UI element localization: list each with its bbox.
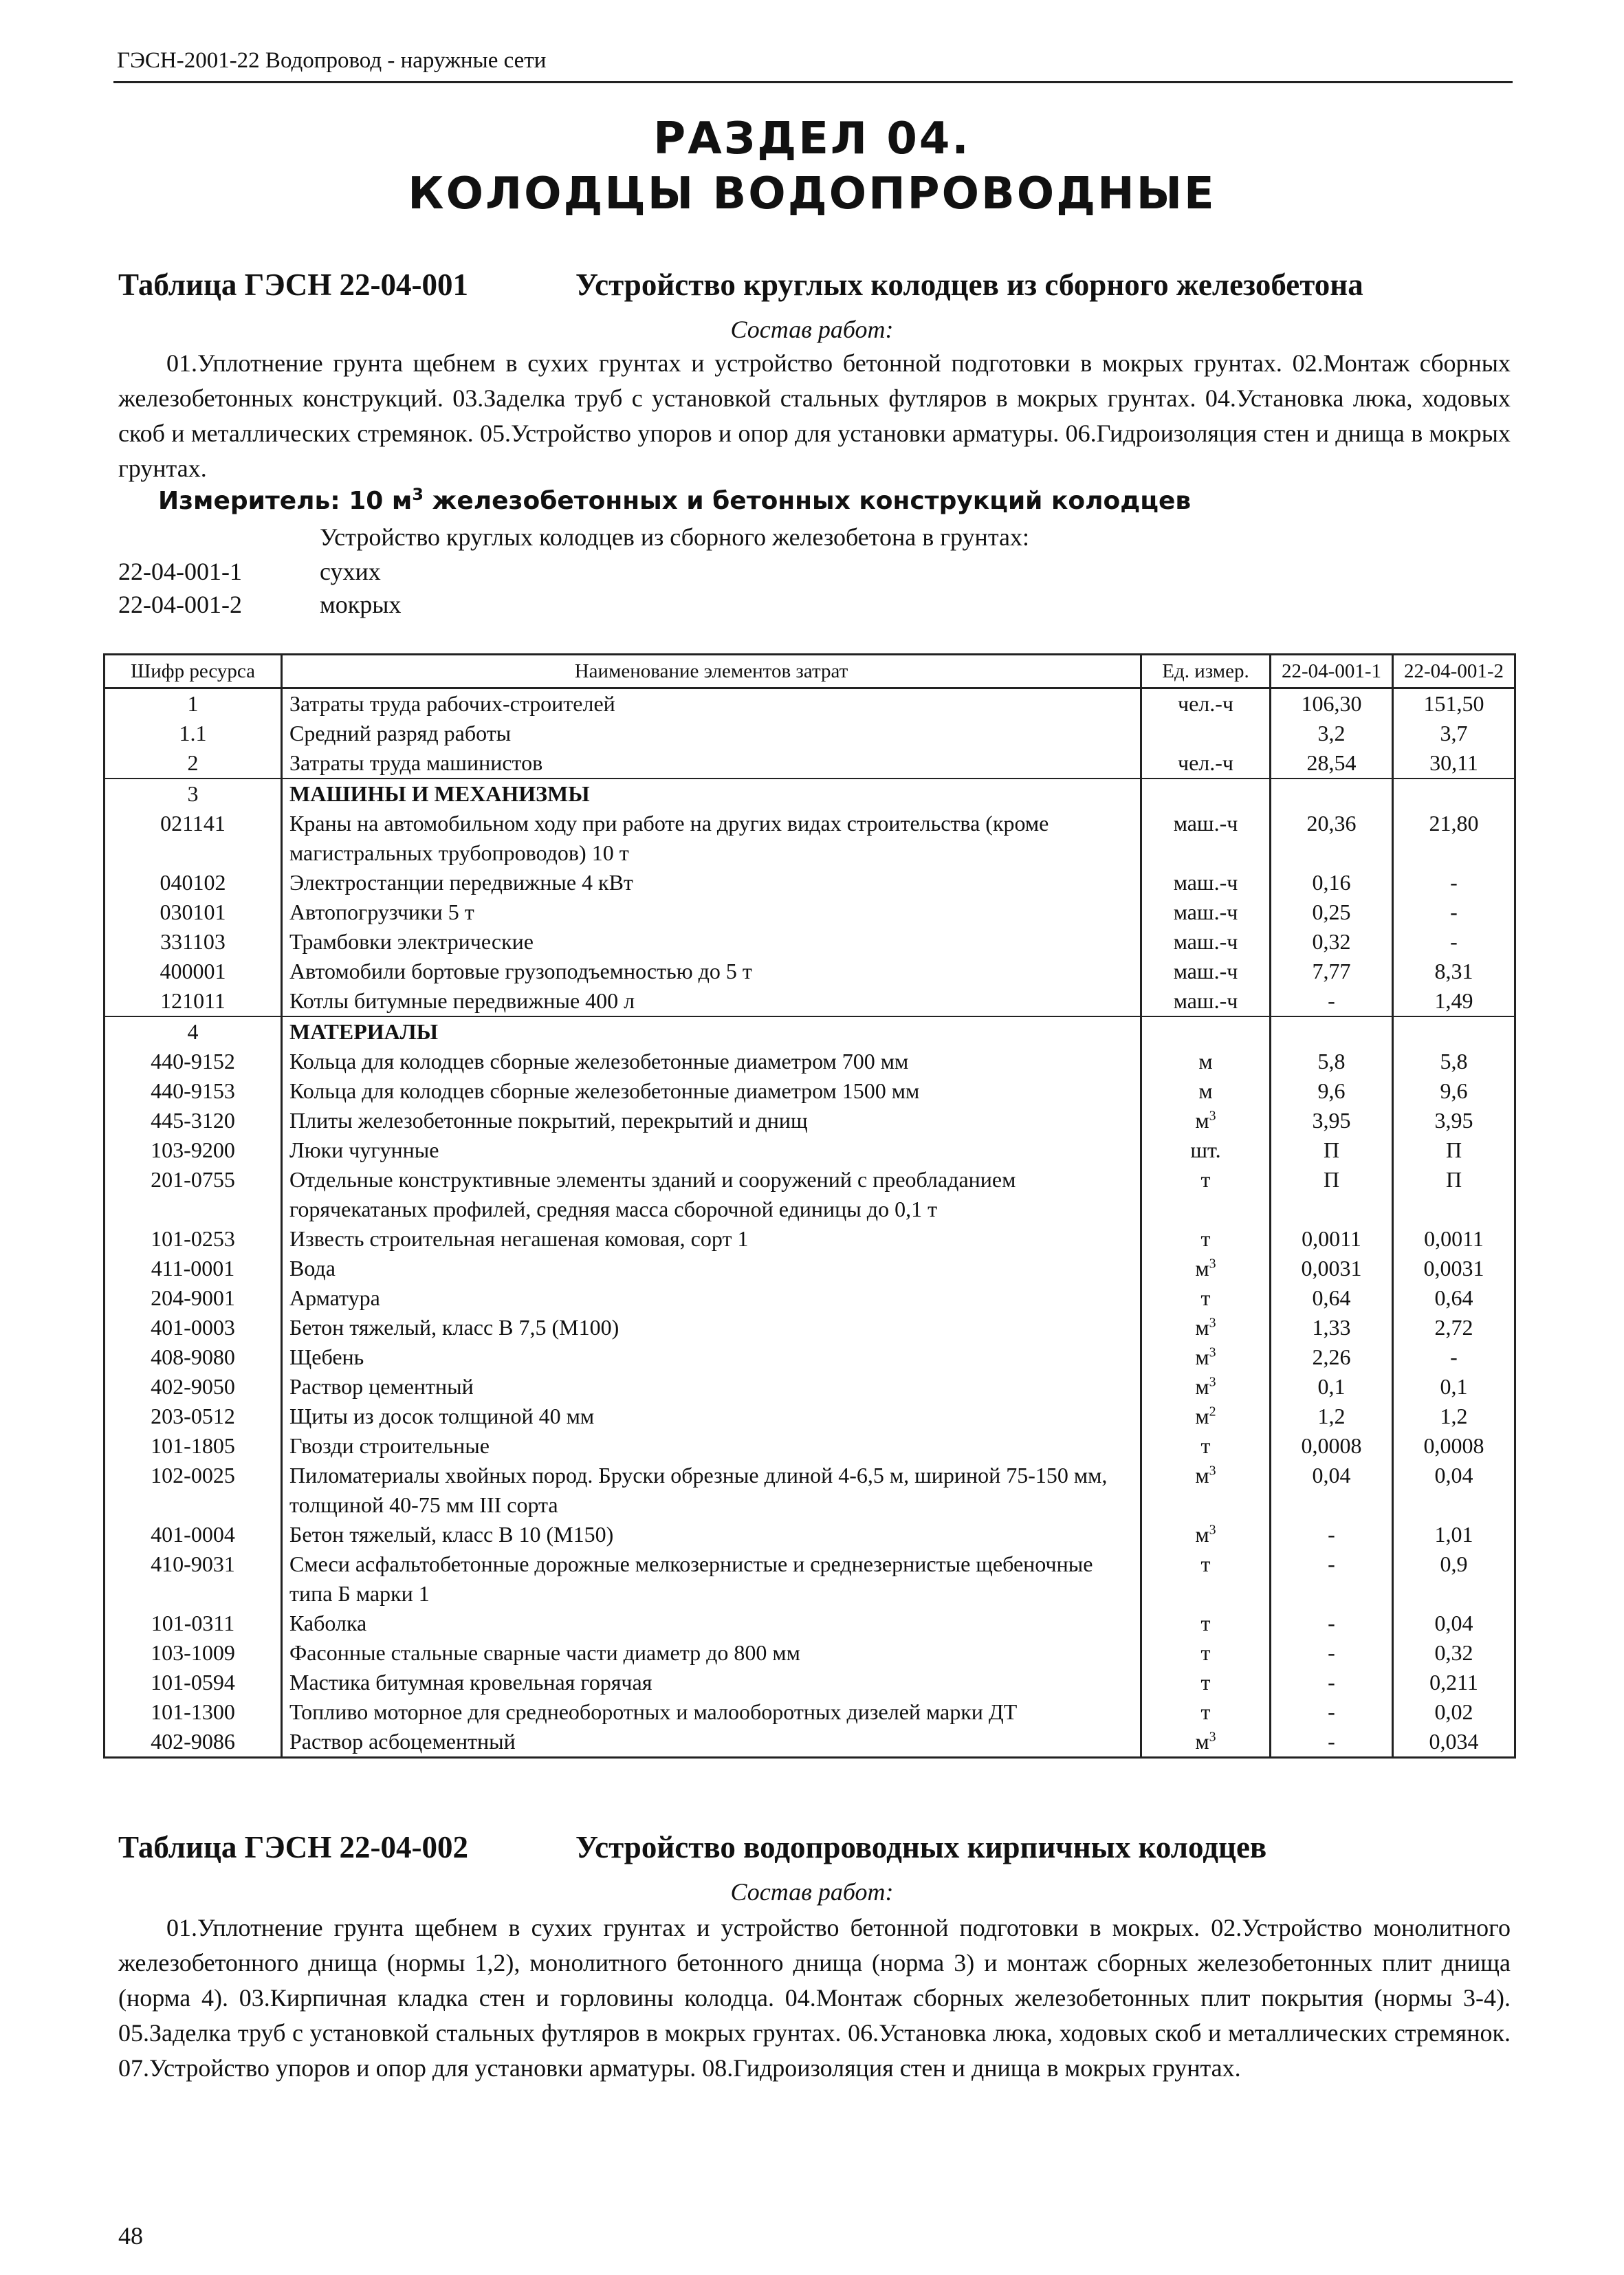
- cell-v2: 0,64: [1393, 1283, 1515, 1313]
- cell-unit: маш.-ч: [1141, 868, 1271, 897]
- cell-unit: $м^3$: [1141, 1106, 1271, 1135]
- cell-name: Люки чугунные: [282, 1135, 1141, 1165]
- table-row: [105, 1076, 1515, 1106]
- table-row: [105, 1372, 1515, 1402]
- table-header-row: [105, 655, 1515, 688]
- col-header-code: Шифр ресурса: [105, 655, 282, 688]
- cell-name: Электростанции передвижные 4 кВт: [282, 868, 1141, 897]
- cell-name: Известь строительная негашеная комовая, сорт 1: [282, 1224, 1141, 1254]
- cell-v2: -: [1393, 1342, 1515, 1372]
- table2-work-label: Состав работ:: [730, 1878, 894, 1906]
- cell-name: Плиты железобетонные покрытий, перекрытий и днищ: [282, 1106, 1141, 1135]
- cell-code: 440-9153: [105, 1076, 282, 1106]
- table1-variant-row: 22-04-001-2 мокрых: [118, 591, 402, 618]
- cell-v2: -: [1393, 897, 1515, 927]
- cell-unit: чел.-ч: [1141, 748, 1271, 779]
- table-row: [105, 1254, 1515, 1283]
- table-row: [105, 1165, 1515, 1224]
- cell-code: 204-9001: [105, 1283, 282, 1313]
- cell-code: 445-3120: [105, 1106, 282, 1135]
- table-row: [105, 748, 1515, 779]
- cell-name: Кольца для колодцев сборные железобетонные диаметром 700 мм: [282, 1047, 1141, 1076]
- table-row: [105, 1431, 1515, 1461]
- cell-v1: 28,54: [1271, 748, 1393, 779]
- cell-v2: 0,9: [1393, 1549, 1515, 1609]
- cell-v1: 20,36: [1271, 809, 1393, 868]
- cell-code: 331103: [105, 927, 282, 957]
- cell-unit: $м^3$: [1141, 1520, 1271, 1549]
- cell-unit: т: [1141, 1609, 1271, 1638]
- table-row: [105, 779, 1515, 809]
- table-row: [105, 1727, 1515, 1758]
- cell-name: Топливо моторное для среднеоборотных и малооборотных дизелей марки ДТ: [282, 1697, 1141, 1727]
- cell-unit: т: [1141, 1224, 1271, 1254]
- table-row: [105, 897, 1515, 927]
- cell-code: 103-1009: [105, 1638, 282, 1668]
- cell-v1: 0,25: [1271, 897, 1393, 927]
- cell-name: Пиломатериалы хвойных пород. Бруски обрезные длиной 4-6,5 м, шириной 75-150 мм, толщиной 40-75 мм III сорта: [282, 1461, 1141, 1520]
- cell-v2: 2,72: [1393, 1313, 1515, 1342]
- cell-v2: 0,04: [1393, 1609, 1515, 1638]
- cell-unit: маш.-ч: [1141, 897, 1271, 927]
- cell-code: 401-0004: [105, 1520, 282, 1549]
- cell-code: 3: [105, 779, 282, 809]
- cell-code: 400001: [105, 957, 282, 986]
- table1-code: Таблица ГЭСН 22-04-001: [118, 268, 468, 302]
- table1-measure: Измеритель: 10 $м^3$ железобетонных и бетонных конструкций колодцев: [158, 485, 1192, 515]
- cell-code: 411-0001: [105, 1254, 282, 1283]
- cell-unit: $м^3$: [1141, 1342, 1271, 1372]
- cell-name: Автомобили бортовые грузоподъемностью до 5 т: [282, 957, 1141, 986]
- cell-v2: 21,80: [1393, 809, 1515, 868]
- cell-v2: 5,8: [1393, 1047, 1515, 1076]
- cell-code: 030101: [105, 897, 282, 927]
- cell-v1: 3,95: [1271, 1106, 1393, 1135]
- table-row: [105, 1638, 1515, 1668]
- table-row: [105, 688, 1515, 719]
- cell-v2: 0,02: [1393, 1697, 1515, 1727]
- cell-v2: 0,0011: [1393, 1224, 1515, 1254]
- col-header-unit: Ед. измер.: [1141, 655, 1271, 688]
- cell-name: Бетон тяжелый, класс В 10 (М150): [282, 1520, 1141, 1549]
- table-row: [105, 1106, 1515, 1135]
- cell-v2: [1393, 779, 1515, 809]
- cell-v1: 0,0011: [1271, 1224, 1393, 1254]
- cell-v1: 0,64: [1271, 1283, 1393, 1313]
- cell-v1: -: [1271, 1668, 1393, 1697]
- unit-exponent: 3: [1209, 1522, 1216, 1538]
- cell-name: Мастика битумная кровельная горячая: [282, 1668, 1141, 1697]
- cell-code: 402-9086: [105, 1727, 282, 1758]
- cell-v2: П: [1393, 1165, 1515, 1224]
- cell-name: Бетон тяжелый, класс В 7,5 (М100): [282, 1313, 1141, 1342]
- cell-code: 401-0003: [105, 1313, 282, 1342]
- table-row: [105, 1668, 1515, 1697]
- cell-v1: [1271, 1016, 1393, 1047]
- cell-name: Автопогрузчики 5 т: [282, 897, 1141, 927]
- cell-name: Фасонные стальные сварные части диаметр до 800 мм: [282, 1638, 1141, 1668]
- cell-v2: 0,0031: [1393, 1254, 1515, 1283]
- cell-v1: -: [1271, 986, 1393, 1016]
- cell-v1: -: [1271, 1727, 1393, 1758]
- table-row: [105, 1135, 1515, 1165]
- cell-name: Кольца для колодцев сборные железобетонные диаметром 1500 мм: [282, 1076, 1141, 1106]
- cell-code: 040102: [105, 868, 282, 897]
- cell-unit: т: [1141, 1431, 1271, 1461]
- table1-variants-heading: Устройство круглых колодцев из сборного железобетона в грунтах:: [320, 523, 1029, 551]
- table2-work-text: 01.Уплотнение грунта щебнем в сухих грунтах и устройство бетонной подготовки в мокрых. 02.Устройство монолитного железобетонного днища (нормы 1,2), монолитного бетонного днища (норма 3) и монтаж сборных железобетонных плит днища (норма 4). 03.Кирпичная кладка стен и горловины колодца. 04.Монтаж сборных железобетонных плит покрытия (нормы 3-4). 05.Заделка труб с установкой стальных футляров в мокрых грунтах. 06.Установка люка, ходовых скоб и металлических стремянок. 07.Устройство упоров и опор для установки арматуры. 08.Гидроизоляция стен и днища в мокрых грунтах.: [118, 1914, 1511, 2082]
- unit-exponent: 3: [1209, 1315, 1216, 1331]
- table1-work-label: Состав работ:: [730, 316, 894, 343]
- table-row: [105, 1461, 1515, 1520]
- cell-unit: $м^2$: [1141, 1402, 1271, 1431]
- cell-name: Каболка: [282, 1609, 1141, 1638]
- cell-code: 1.1: [105, 719, 282, 748]
- table-row: [105, 868, 1515, 897]
- page-number: 48: [118, 2222, 143, 2250]
- cell-unit: м: [1141, 1047, 1271, 1076]
- table-row: [105, 1549, 1515, 1609]
- cell-code: 101-1300: [105, 1697, 282, 1727]
- cell-v2: 9,6: [1393, 1076, 1515, 1106]
- cell-name: Отдельные конструктивные элементы зданий и сооружений с преобладанием горячекатаных профилей, средняя масса сборочной единицы до 0,1 т: [282, 1165, 1141, 1224]
- cell-unit: т: [1141, 1638, 1271, 1668]
- cell-v1: -: [1271, 1609, 1393, 1638]
- col-header-name: Наименование элементов затрат: [282, 655, 1141, 688]
- cell-unit: [1141, 779, 1271, 809]
- running-header: ГЭСН-2001-22 Водопровод - наружные сети: [117, 48, 547, 73]
- cell-unit: $м^3$: [1141, 1313, 1271, 1342]
- unit-exponent: 3: [1209, 1108, 1216, 1124]
- cell-v1: 5,8: [1271, 1047, 1393, 1076]
- cell-code: 4: [105, 1016, 282, 1047]
- cell-unit: т: [1141, 1549, 1271, 1609]
- table-row: [105, 1224, 1515, 1254]
- cell-v1: 0,0031: [1271, 1254, 1393, 1283]
- table-row: [105, 719, 1515, 748]
- table-row: [105, 1609, 1515, 1638]
- cell-unit: маш.-ч: [1141, 809, 1271, 868]
- table-row: [105, 809, 1515, 868]
- table2-title: [118, 1829, 1267, 1865]
- cell-code: 201-0755: [105, 1165, 282, 1224]
- cell-v2: -: [1393, 927, 1515, 957]
- cell-unit: т: [1141, 1165, 1271, 1224]
- cell-v1: 7,77: [1271, 957, 1393, 986]
- cell-v1: 3,2: [1271, 719, 1393, 748]
- cell-name: Средний разряд работы: [282, 719, 1141, 748]
- table-row: [105, 1342, 1515, 1372]
- cell-name: Трамбовки электрические: [282, 927, 1141, 957]
- cell-name: Вода: [282, 1254, 1141, 1283]
- cell-code: 103-9200: [105, 1135, 282, 1165]
- unit-exponent: 3: [1209, 1374, 1216, 1390]
- table-row: [105, 986, 1515, 1016]
- cell-v1: П: [1271, 1165, 1393, 1224]
- cell-unit: [1141, 1016, 1271, 1047]
- cell-code: 402-9050: [105, 1372, 282, 1402]
- cell-v2: 0,0008: [1393, 1431, 1515, 1461]
- cell-v1: П: [1271, 1135, 1393, 1165]
- table-row: [105, 1402, 1515, 1431]
- cell-name: Щиты из досок толщиной 40 мм: [282, 1402, 1141, 1431]
- cell-v2: 0,04: [1393, 1461, 1515, 1520]
- cell-code: 102-0025: [105, 1461, 282, 1520]
- cell-unit: маш.-ч: [1141, 927, 1271, 957]
- cell-name: Щебень: [282, 1342, 1141, 1372]
- section-title-line2: КОЛОДЦЫ ВОДОПРОВОДНЫЕ: [408, 168, 1216, 219]
- cell-name: Затраты труда рабочих-строителей: [282, 688, 1141, 719]
- cell-v2: П: [1393, 1135, 1515, 1165]
- col-header-v2: 22-04-001-2: [1393, 655, 1515, 688]
- cell-v1: 0,04: [1271, 1461, 1393, 1520]
- cell-unit: т: [1141, 1697, 1271, 1727]
- resource-table: [103, 653, 1516, 1759]
- section-title-line1: РАЗДЕЛ 04.: [653, 113, 971, 164]
- cell-v1: 2,26: [1271, 1342, 1393, 1372]
- cell-code: 101-0594: [105, 1668, 282, 1697]
- cell-v2: 0,211: [1393, 1668, 1515, 1697]
- cell-code: 121011: [105, 986, 282, 1016]
- cell-code: 101-1805: [105, 1431, 282, 1461]
- cell-unit: $м^3$: [1141, 1727, 1271, 1758]
- cell-unit: маш.-ч: [1141, 986, 1271, 1016]
- cell-v2: 1,2: [1393, 1402, 1515, 1431]
- cell-code: 1: [105, 688, 282, 719]
- table1-work-text: 01.Уплотнение грунта щебнем в сухих грунтах и устройство бетонной подготовки в мокрых грунтах. 02.Монтаж сборных железобетонных конструкций. 03.Заделка труб с установкой стальных футляров в мокрых грунтах. 04.Установка люка, ходовых скоб и металлических стремянок. 05.Устройство упоров и опор для установки арматуры. 06.Гидроизоляция стен и днища в мокрых грунтах.: [118, 349, 1511, 482]
- col-header-v1: 22-04-001-1: [1271, 655, 1393, 688]
- cell-v1: 1,2: [1271, 1402, 1393, 1431]
- cell-v2: 0,1: [1393, 1372, 1515, 1402]
- cell-unit: $м^3$: [1141, 1461, 1271, 1520]
- cell-v2: 151,50: [1393, 688, 1515, 719]
- cell-v1: 106,30: [1271, 688, 1393, 719]
- table-row: [105, 1697, 1515, 1727]
- cell-unit: маш.-ч: [1141, 957, 1271, 986]
- unit-exponent: 3: [1209, 1463, 1216, 1479]
- table1-title: [118, 267, 1363, 303]
- cell-v1: -: [1271, 1549, 1393, 1609]
- cell-code: 2: [105, 748, 282, 779]
- cell-v1: -: [1271, 1520, 1393, 1549]
- cell-unit: $м^3$: [1141, 1254, 1271, 1283]
- unit-exponent: 2: [1209, 1404, 1216, 1419]
- cell-name: Краны на автомобильном ходу при работе на других видах строительства (кроме магистральных трубопроводов) 10 т: [282, 809, 1141, 868]
- cell-v1: 0,16: [1271, 868, 1393, 897]
- cell-unit: т: [1141, 1283, 1271, 1313]
- table-row: [105, 1016, 1515, 1047]
- table2-code: Таблица ГЭСН 22-04-002: [118, 1830, 468, 1864]
- unit-exponent: 3: [1209, 1729, 1216, 1745]
- table1-variant-row: 22-04-001-1 сухих: [118, 558, 381, 585]
- cell-name: Гвозди строительные: [282, 1431, 1141, 1461]
- table-row: [105, 1313, 1515, 1342]
- cell-v1: 0,1: [1271, 1372, 1393, 1402]
- table-row: [105, 927, 1515, 957]
- table-row: [105, 1283, 1515, 1313]
- cell-code: 203-0512: [105, 1402, 282, 1431]
- cell-v1: -: [1271, 1697, 1393, 1727]
- cell-code: 408-9080: [105, 1342, 282, 1372]
- cell-unit: $м^3$: [1141, 1372, 1271, 1402]
- cell-name: Раствор цементный: [282, 1372, 1141, 1402]
- resource-table-body: [105, 688, 1515, 1758]
- cell-v2: -: [1393, 868, 1515, 897]
- cell-v1: 9,6: [1271, 1076, 1393, 1106]
- cell-v2: 1,49: [1393, 986, 1515, 1016]
- cell-v1: 1,33: [1271, 1313, 1393, 1342]
- cell-v1: -: [1271, 1638, 1393, 1668]
- cell-name: МАТЕРИАЛЫ: [282, 1016, 1141, 1047]
- table-row: [105, 957, 1515, 986]
- cell-name: Затраты труда машинистов: [282, 748, 1141, 779]
- cell-code: 021141: [105, 809, 282, 868]
- table2-caption: Устройство водопроводных кирпичных колодцев: [575, 1830, 1267, 1864]
- unit-exponent: 3: [1209, 1256, 1216, 1272]
- cell-v2: 3,7: [1393, 719, 1515, 748]
- unit-exponent: 3: [1209, 1345, 1216, 1360]
- cell-unit: [1141, 719, 1271, 748]
- cell-v2: 3,95: [1393, 1106, 1515, 1135]
- table-row: [105, 1520, 1515, 1549]
- cell-v2: 0,32: [1393, 1638, 1515, 1668]
- cell-name: Котлы битумные передвижные 400 л: [282, 986, 1141, 1016]
- cell-v2: 30,11: [1393, 748, 1515, 779]
- cell-code: 101-0311: [105, 1609, 282, 1638]
- cell-name: Раствор асбоцементный: [282, 1727, 1141, 1758]
- cell-name: Смеси асфальтобетонные дорожные мелкозернистые и среднезернистые щебеночные типа Б марки 1: [282, 1549, 1141, 1609]
- cell-v2: 0,034: [1393, 1727, 1515, 1758]
- cell-v1: [1271, 779, 1393, 809]
- cell-v2: [1393, 1016, 1515, 1047]
- cell-code: 410-9031: [105, 1549, 282, 1609]
- table1-caption: Устройство круглых колодцев из сборного железобетона: [575, 268, 1363, 302]
- cell-code: 440-9152: [105, 1047, 282, 1076]
- header-rule: [113, 81, 1513, 83]
- cell-unit: т: [1141, 1668, 1271, 1697]
- cell-v2: 8,31: [1393, 957, 1515, 986]
- cell-v1: 0,32: [1271, 927, 1393, 957]
- cell-unit: м: [1141, 1076, 1271, 1106]
- cell-v1: 0,0008: [1271, 1431, 1393, 1461]
- cell-unit: шт.: [1141, 1135, 1271, 1165]
- cell-name: МАШИНЫ И МЕХАНИЗМЫ: [282, 779, 1141, 809]
- cell-code: 101-0253: [105, 1224, 282, 1254]
- cell-unit: чел.-ч: [1141, 688, 1271, 719]
- cell-v2: 1,01: [1393, 1520, 1515, 1549]
- table-row: [105, 1047, 1515, 1076]
- cell-name: Арматура: [282, 1283, 1141, 1313]
